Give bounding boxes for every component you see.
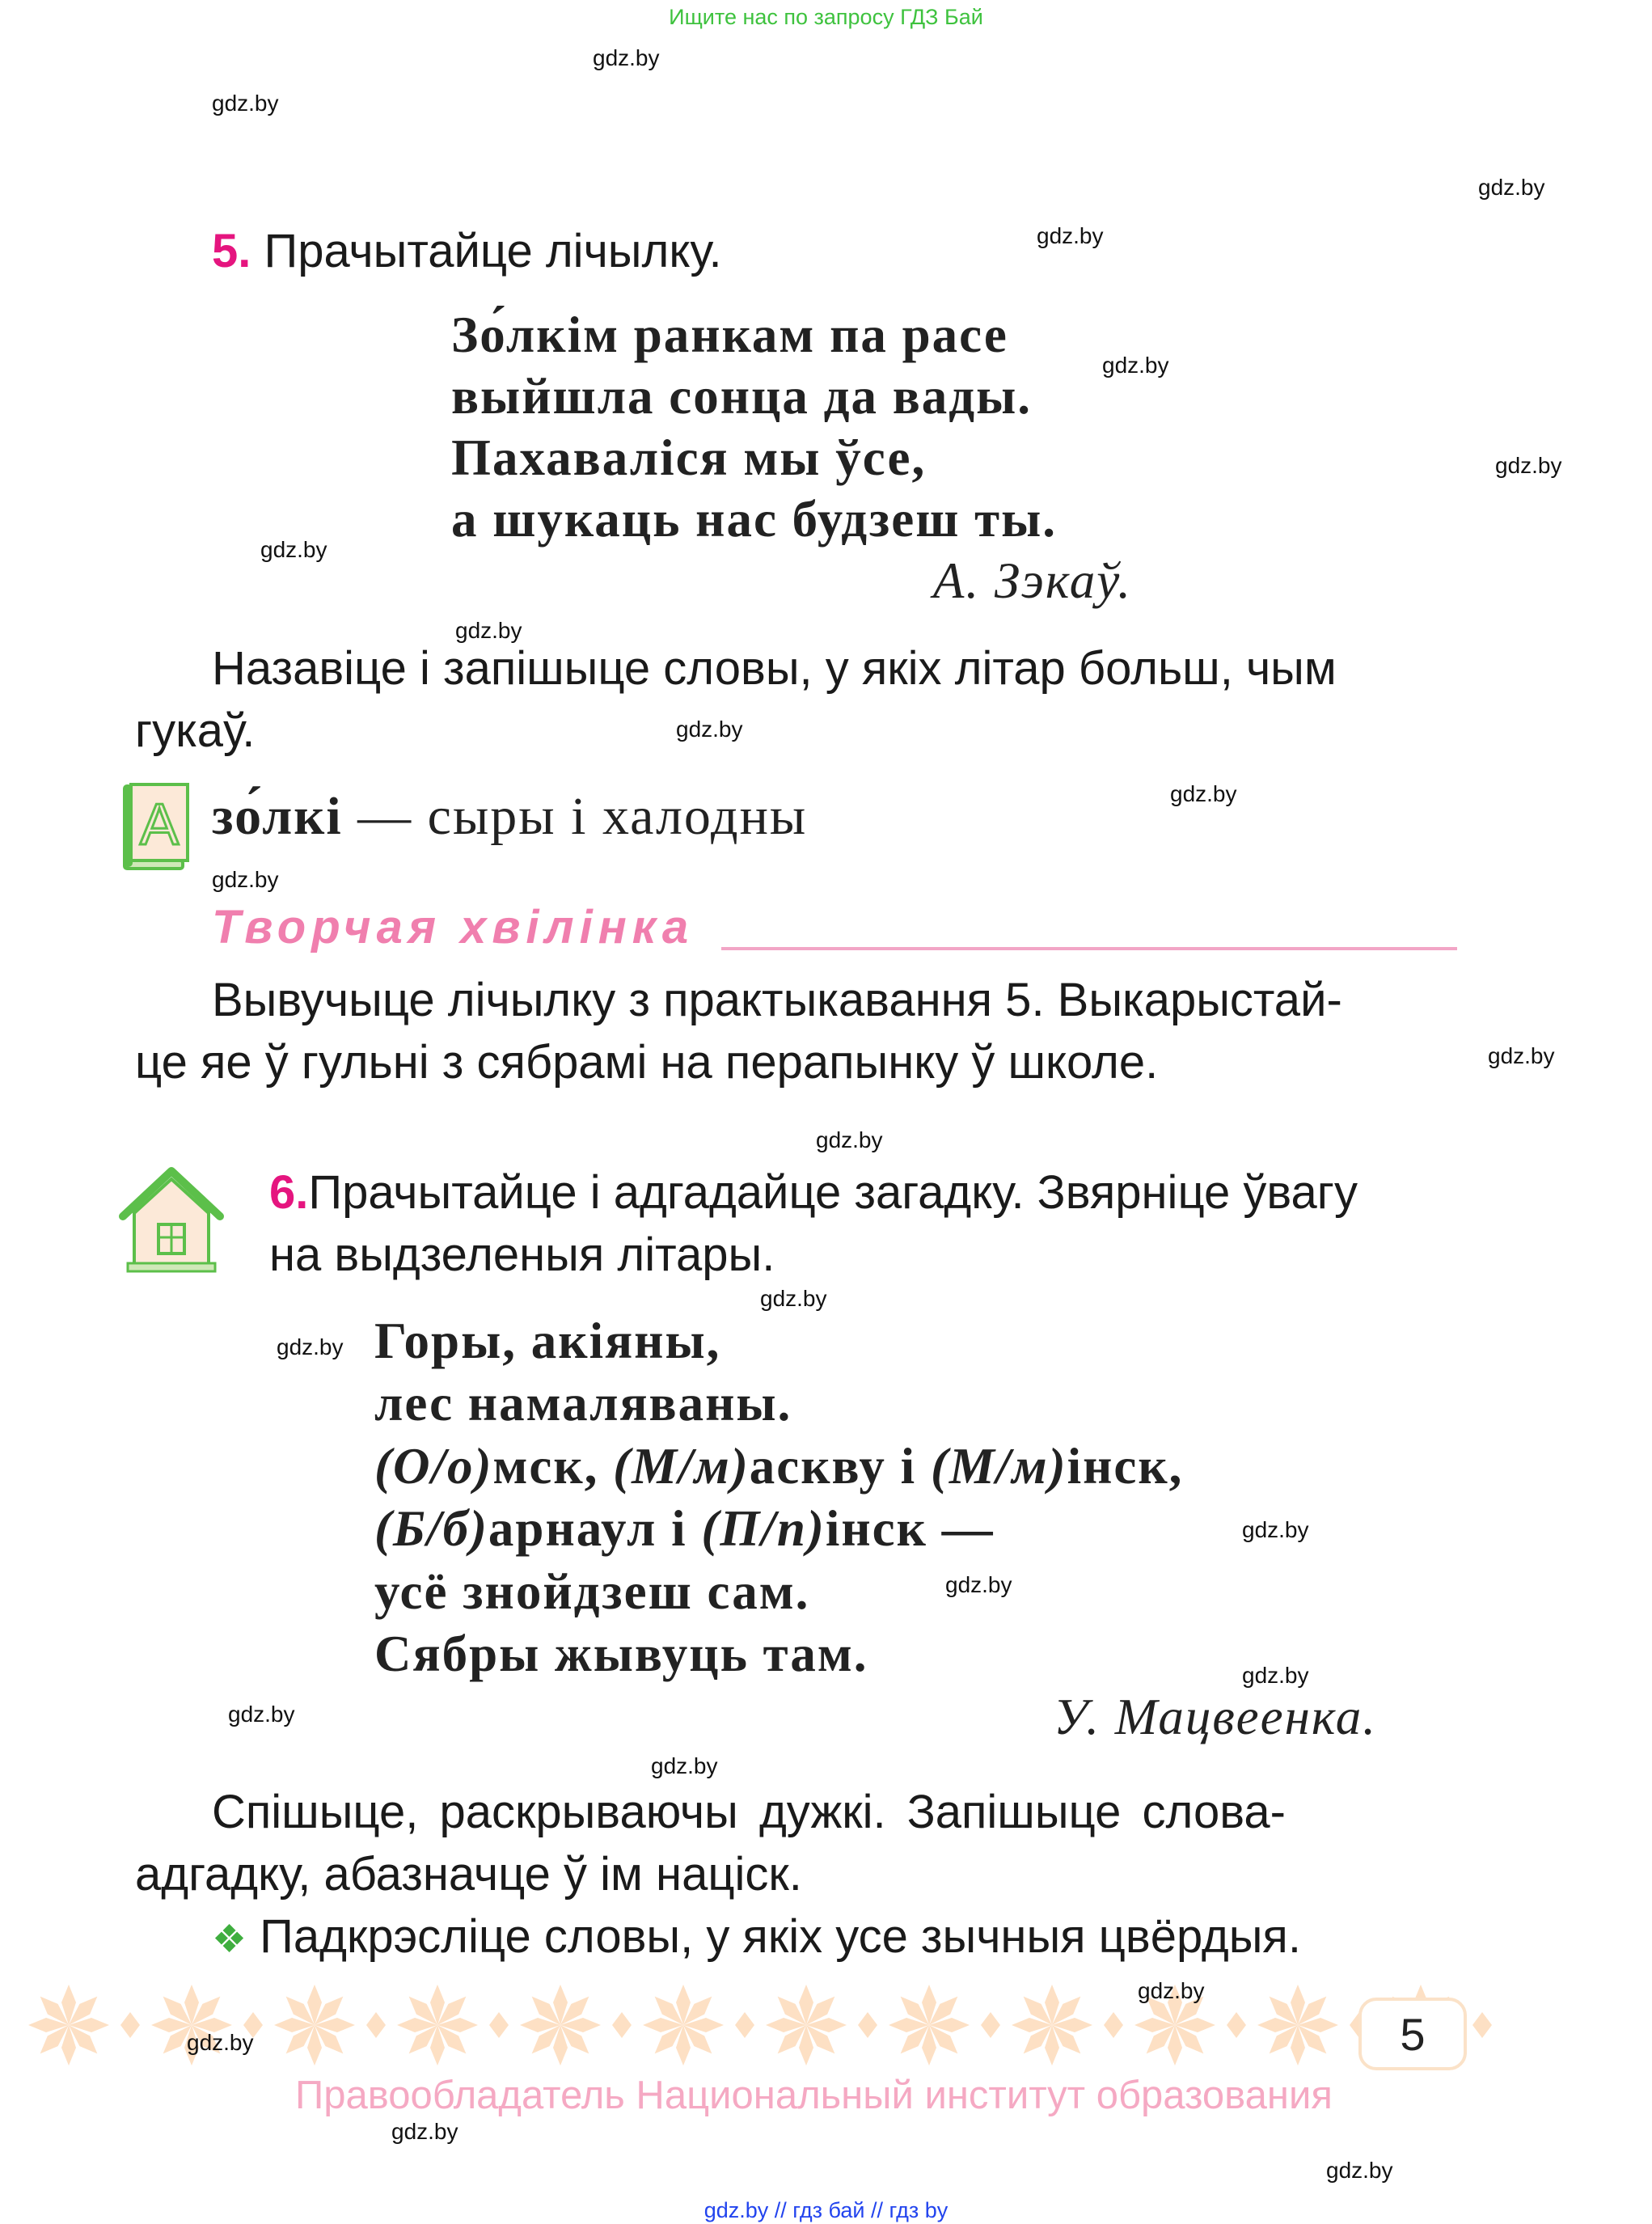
riddle-line: Сябры жывуць там. [374, 1626, 868, 1682]
riddle-text: інск, [1067, 1438, 1184, 1495]
exercise-title-text: Прачытайце і адгадайце загадку. Звярніце ўвагу [308, 1166, 1358, 1219]
diamond-ornament [366, 2012, 386, 2038]
poem-author: А. Зэкаў. [932, 552, 1132, 609]
riddle-line [374, 1437, 1183, 1496]
watermark: gdz.by [676, 717, 743, 742]
task-text: адгадку, абазначце ў ім націск. [135, 1848, 802, 1901]
creative-heading: Творчая хвілінка [212, 901, 695, 953]
creative-text: Вывучыце лічылку з практыкавання 5. Выкарыстай- [212, 974, 1342, 1026]
poem-line: а шукаць нас будзеш ты. [451, 491, 1058, 548]
poem-line: Пахаваліся мы ўсе, [451, 429, 927, 486]
task-text: Спішыце, раскрываючы дужкі. Запішыце слова- [212, 1786, 1286, 1838]
dictionary-word: зо́лкі [212, 787, 343, 846]
poem-line: Зо́лкім ранкам па расе [451, 307, 1008, 363]
page-number [1358, 1998, 1467, 2070]
watermark: gdz.by [187, 2030, 254, 2055]
riddle-line [374, 1499, 995, 1558]
dictionary-entry [212, 786, 807, 848]
task-text: гукаў. [135, 704, 256, 757]
snowflake-ornament [28, 1985, 109, 2065]
diamond-ornament [735, 2012, 754, 2038]
diamond-ornament [120, 2012, 140, 2038]
watermark: gdz.by [260, 537, 327, 562]
highlighted-letters: (П/п) [701, 1500, 826, 1557]
riddle-line: Горы, акіяны, [374, 1313, 721, 1369]
copyright-notice: Правообладатель Национальный институт образования [295, 2074, 1333, 2117]
creative-text: це яе ў гульні з сябрамі на перапынку ў школе. [135, 1036, 1159, 1089]
home-task-icon [116, 1166, 226, 1275]
search-hint: Ищите нас по запросу ГДЗ Бай [669, 5, 983, 29]
riddle-text: інск — [825, 1500, 995, 1557]
watermark: gdz.by [760, 1286, 827, 1311]
snowflake-ornament [766, 1985, 847, 2065]
riddle-line: лес намаляваны. [374, 1375, 792, 1431]
highlighted-letters: (Б/б) [374, 1500, 488, 1557]
exercise-6-title [269, 1161, 1358, 1224]
riddle-text: аскву і [749, 1438, 931, 1495]
riddle-text: арнаул і [488, 1500, 702, 1557]
svg-text:А: А [139, 793, 180, 857]
watermark: gdz.by [391, 2119, 458, 2144]
page-number-text: 5 [1400, 2008, 1426, 2060]
highlighted-letters: (О/о) [374, 1438, 493, 1495]
diamond-ornament [1227, 2012, 1246, 2038]
snowflake-ornament [520, 1985, 601, 2065]
snowflake-ornament [643, 1985, 724, 2065]
watermark: gdz.by [455, 618, 522, 643]
riddle-line: усё знойдзеш сам. [374, 1563, 810, 1620]
watermark: gdz.by [277, 1334, 344, 1359]
diamond-bullet-icon: ❖ [212, 1918, 247, 1961]
riddle-text: мск, [492, 1438, 614, 1495]
watermark: gdz.by [1326, 2158, 1393, 2183]
exercise-title-text: Прачытайце лічылку. [264, 225, 722, 277]
diamond-ornament [1104, 2012, 1123, 2038]
watermark: gdz.by [1242, 1663, 1309, 1688]
watermark: gdz.by [945, 1572, 1012, 1597]
diamond-ornament [612, 2012, 632, 2038]
watermark: gdz.by [1242, 1517, 1309, 1542]
snowflake-ornament [397, 1985, 478, 2065]
watermark: gdz.by [1495, 453, 1562, 478]
watermark: gdz.by [816, 1127, 883, 1152]
diamond-ornament [981, 2012, 1000, 2038]
snowflake-ornament [1012, 1985, 1092, 2065]
dictionary-definition: — сыры і халодны [357, 787, 808, 846]
snowflake-ornament [1257, 1985, 1338, 2065]
riddle-author: У. Мацвеенка. [1053, 1689, 1377, 1745]
poem-line: выйшла сонца да вады. [451, 368, 1033, 425]
diamond-ornament [1472, 2012, 1492, 2038]
watermark: gdz.by [228, 1702, 295, 1727]
watermark: gdz.by [1102, 353, 1169, 378]
task-text: Назавіце і запішыце словы, у якіх літар больш, чым [212, 642, 1337, 695]
extra-task-text: Падкрэсліце словы, у якіх усе зычныя цвёрдыя. [260, 1910, 1301, 1963]
watermark: gdz.by [651, 1753, 718, 1778]
exercise-number: 5. [212, 225, 251, 277]
exercise-title-text: на выдзеленыя літары. [269, 1228, 775, 1281]
dictionary-book-icon [120, 781, 191, 872]
highlighted-letters: (М/м) [613, 1438, 750, 1495]
snowflake-ornament [274, 1985, 355, 2065]
watermark: gdz.by [1170, 781, 1237, 806]
watermark: gdz.by [1138, 1978, 1205, 2003]
diamond-ornament [858, 2012, 877, 2038]
watermark: gdz.by [212, 867, 279, 892]
watermark: gdz.by [212, 91, 279, 116]
exercise-number: 6. [269, 1166, 309, 1219]
exercise-5-title [212, 220, 722, 282]
heading-divider [721, 947, 1457, 950]
watermark: gdz.by [593, 45, 660, 70]
watermark: gdz.by [1478, 175, 1545, 200]
watermark: gdz.by [1037, 223, 1104, 248]
highlighted-letters: (М/м) [930, 1438, 1067, 1495]
watermark: gdz.by [1488, 1043, 1555, 1068]
bottom-links[interactable]: gdz.by // гдз бай // гдз by [703, 2198, 949, 2222]
diamond-ornament [489, 2012, 509, 2038]
extra-task [212, 1905, 1301, 1971]
snowflake-ornament [889, 1985, 970, 2065]
